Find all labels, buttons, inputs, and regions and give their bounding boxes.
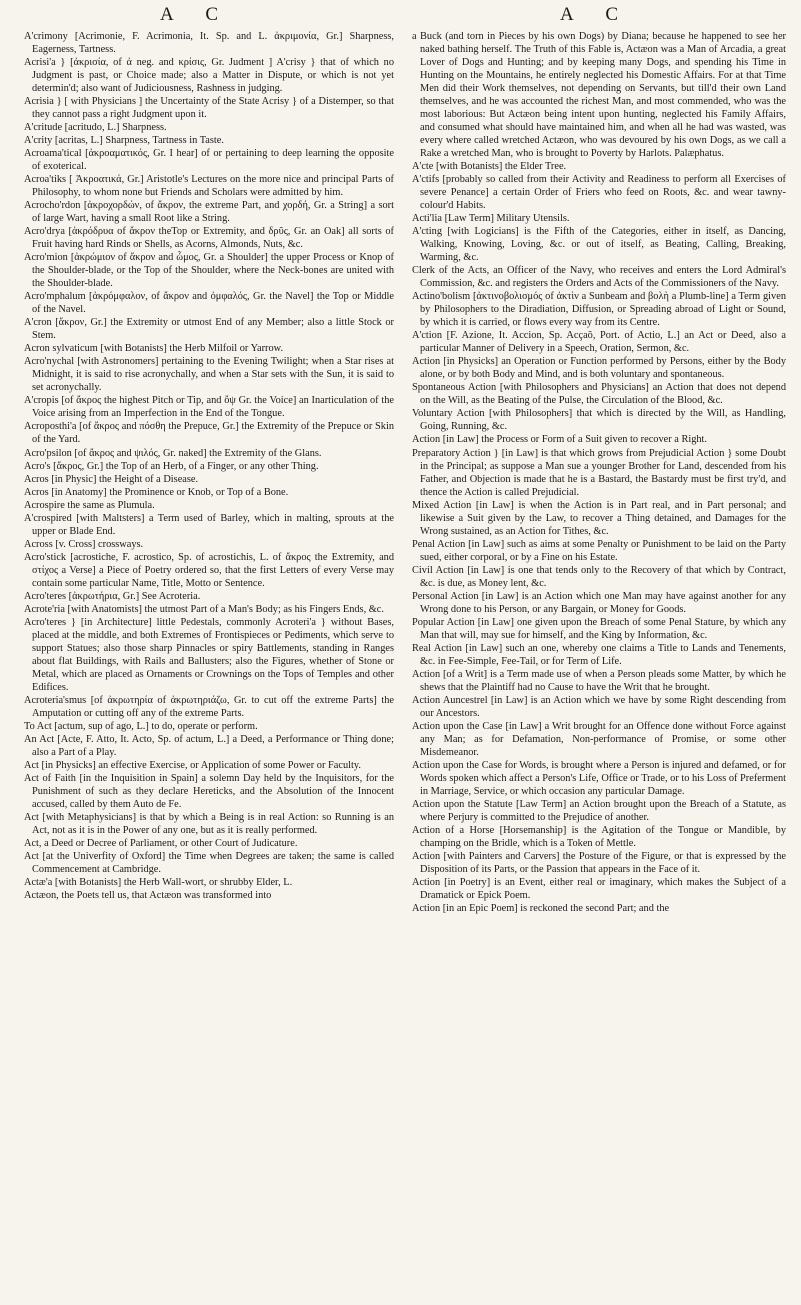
- left-column-entry: Actæon, the Poets tell us, that Actæon was transformed into: [24, 890, 272, 902]
- left-column-entry: An Act [Acte, F. Atto, It. Acto, Sp. of actum, L.] a Deed, a Performance or Thing done; also a Part of a Play.: [24, 733, 394, 758]
- right-column-entry: Action [in Law] the Process or Form of a Suit given to recover a Right.: [412, 434, 708, 446]
- right-column-entry: Voluntary Action [with Philosophers] that which is directed by the Will, as Handling, Going, Running, &c.: [412, 408, 786, 433]
- running-head-right: A C: [560, 4, 633, 25]
- right-column-entry: Preparatory Action } [in Law] is that which grows from Prejudicial Action } some Doubt in the Principal; as suppose a Man sue a younger Brother for Land, descended from his Father, and Objection is made that he is a Bastard, the Bastardy must be first try'd, and thence the Action is called Prejudicial.: [412, 447, 786, 498]
- right-column-entry: Popular Action [in Law] one given upon the Breach of some Penal Stature, by which any Man that will, may sue for himself, and the King by Information, &c.: [412, 616, 786, 641]
- left-column-entry: Across [v. Cross] crossways.: [24, 538, 144, 550]
- right-column-entry: Action of a Horse [Horsemanship] is the Agitation of the Tongue or Mandible, by champing on the Bridle, which is a Token of Mettle.: [412, 824, 786, 849]
- left-column-entry: A'critude [acritudo, L.] Sharpness.: [24, 122, 167, 134]
- right-column-entry: Action upon the Statute [Law Term] an Action brought upon the Breach of a Statute, as where Perjury is committed to the Prejudice of another.: [412, 798, 786, 823]
- left-column-entry: Acro'mphalum [ἀκρόμφαλον, of ἄκρον and ὀμφαλός, Gr. the Navel] the Top or Middle of the Navel.: [24, 291, 394, 316]
- left-column-entry: Act [with Metaphysicians] is that by which a Being is in real Action: so Running is an Act, not as it is in the Power of any one, but as it is really performed.: [24, 811, 394, 836]
- right-column-entry: Action [with Painters and Carvers] the Posture of the Figure, or that is expressed by the Disposition of its Parts, or the Passion that appears in the Face of it.: [412, 850, 786, 875]
- left-column-entry: A'crimony [Acrimonie, F. Acrimonia, It. Sp. and L. ἀκριμονία, Gr.] Sharpness, Eagerness, Tartness.: [24, 31, 394, 56]
- right-column-entry: Action upon the Case [in Law] a Writ brought for an Offence done without Force against any Man; as for Defamation, Non-performance of Promise, or some other Misdemeanor.: [412, 720, 786, 758]
- right-column-entry: Personal Action [in Law] is an Action which one Man may have against another for any Wrong done to his Person, or any Bargain, or Money for Goods.: [412, 590, 786, 615]
- right-column-entry: Action Auncestrel [in Law] is an Action which we have by some Right descending from our Ancestors.: [412, 694, 786, 719]
- right-column-entry: Acti'lia [Law Term] Military Utensils.: [412, 213, 570, 225]
- left-column-entry: Act of Faith [in the Inquisition in Spain] a solemn Day held by the Inquisitors, for the Punishment of such as they declare Hereticks, and the Absolution of the Innocent accused, called by them Auto de Fe.: [24, 772, 394, 810]
- right-column-entry: Action [in Physicks] an Operation or Function performed by Persons, either by the Body alone, or by both Body and Mind, and is both voluntary and spontaneous.: [412, 356, 786, 381]
- left-column-entry: Acroa'tiks [ Ἀκροατικά, Gr.] Aristotle's Lectures on the more nice and principal Parts of Philosophy, to whom none but Friends and Scholars were admitted by him.: [24, 174, 394, 199]
- right-column-entry: Action [of a Writ] is a Term made use of when a Person pleads some Matter, by which he shews that the Plaintiff had no Cause to have the Writ that he brought.: [412, 668, 786, 693]
- left-column-entry: Acrisi'a } [ἀκρισία, of ἀ neg. and κρίσις, Gr. Judment ] A'crisy } that of which no Judgment is past, or Choice made; also a Matter in Dispute, or which is not yet determin'd; also want of Judiciousness, Rashness in judging.: [24, 57, 394, 95]
- right-column-entry: A'cting [with Logicians] is the Fifth of the Categories, either in itself, as Dancing, Walking, Knowing, Loving, &c. or out of itself, as Beating, Calling, Breaking, Warming, &c.: [412, 226, 786, 264]
- left-column-entry: Acroteria'smus [of ἀκρωτηρία of ἀκρωτηριάζω, Gr. to cut off the extreme Parts] the Amputation or cutting off any of the extreme Parts.: [24, 694, 394, 719]
- left-column-entry: Acrisia } [ with Physicians ] the Uncertainty of the State Acrisy } of a Distemper, so that they cannot pass a right Judgment upon it.: [24, 96, 394, 121]
- left-column-entry: Act [at the Univerfity of Oxford] the Time when Degrees are taken; the same is called Commencement at Cambridge.: [24, 850, 394, 875]
- left-column-entry: A'crity [acritas, L.] Sharpness, Tartness in Taste.: [24, 135, 224, 147]
- right-column-entry: a Buck (and torn in Pieces by his own Dogs) by Diana; because he happened to see her naked bathing herself. The Truth of this Fable is, Actæon was a Man of Arcadia, a great Lover of Dogs and Hunting; and by keeping many Dogs, and spending his Time in Hunting on the Mountains, he entirely neglected his Domestic Affairs. For at that Time Men did their Work themselves, not depending on Servants, but till'd their own Land themselves, and he was accounted the richest Man, and most commended, who was the most laborious: But Actæon being intent upon hunting, neglected his Family Affairs, and consumed what should have maintained him, and when all he had was wasted, was every where called wretched Actæon, who was devoured by his own Dogs, as we call a Rake a wretched Man, who is brought to Poverty by Harlots. Palæphatus.: [412, 31, 786, 160]
- left-column-entry: Acroposthi'a [of ἄκρος and πόσθη the Prepuce, Gr.] the Extremity of the Prepuce or Skin of the Yard.: [24, 421, 394, 446]
- right-column-entry: Action [in an Epic Poem] is reckoned the second Part; and the: [412, 903, 670, 915]
- right-column-entry: Civil Action [in Law] is one that tends only to the Recovery of that which by Contract, &c. is due, as Money lent, &c.: [412, 564, 786, 589]
- left-column-entry: Acro'drya [ἀκρόδρυα of ἄκρον theTop or Extremity, and δρῦς, Gr. an Oak] all sorts of Fruit having hard Rinds or Shells, as Acorns, Almonds, Nuts, &c.: [24, 226, 394, 251]
- right-column: [412, 30, 786, 1300]
- left-column-entry: To Act [actum, sup of ago, L.] to do, operate or perform.: [24, 720, 258, 732]
- right-column-entry: Actino'bolism [ἀκτινοβολισμός of ἀκτὶν a Sunbeam and βολὴ a Plumb-line] a Term given by Philosophers to the Diradiation, Diffusion, or Spreading abroad of Light or Sound, by which it is carried, or flows every way from its Centre.: [412, 291, 786, 329]
- left-column-entry: Acrocho'rdon [ἀκροχορδών, of ἄκρον, the extreme Part, and χορδή, Gr. a String] a sort of large Wart, having a small Root like a String.: [24, 200, 394, 225]
- running-head-left: A C: [160, 4, 233, 25]
- right-column-entry: A'ctifs [probably so called from their Activity and Readiness to perform all Exercises of severe Penance] a certain Order of Friers who feed on Roots, &c. and wear tawny-colour'd Habits.: [412, 174, 786, 212]
- right-column-entry: A'cte [with Botanists] the Elder Tree.: [412, 161, 567, 173]
- right-column-entry: Spontaneous Action [with Philosophers and Physicians] an Action that does not depend on the Will, as the Beating of the Pulse, the Circulation of the Blood, &c.: [412, 382, 786, 407]
- left-column-entry: Acro'mion [ἀκρώμιον of ἄκρον and ὦμος, Gr. a Shoulder] the upper Process or Knop of the Shoulder-blade, or the Top of the Shoulder, where the Neck-bones are united with the Shoulder-blade.: [24, 252, 394, 290]
- left-column-entry: Acros [in Anatomy] the Prominence or Knob, or Top of a Bone.: [24, 486, 289, 498]
- left-column-entry: Acro'stick [acrostiche, F. acrostico, Sp. of acrostichis, L. of ἄκρος the Extremity, and στίχος a Verse] a Piece of Poetry ordered so, that the first Letters of every Verse may contain some particular Name, Title, Motto or Sentence.: [24, 551, 394, 589]
- left-column-entry: Actæ'a [with Botanists] the Herb Wall-wort, or shrubby Elder, L.: [24, 877, 293, 889]
- left-column-entry: A'cropis [of ἄκρος the highest Pitch or Tip, and ὄψ Gr. the Voice] an Inarticulation of the Voice arising from an Imperfection in the End of the Tongue.: [24, 395, 394, 420]
- right-column-entry: Penal Action [in Law] such as aims at some Penalty or Punishment to be laid on the Party sued, either corporal, or by a Fine on his Estate.: [412, 538, 786, 563]
- left-column-entry: Acro'nychal [with Astronomers] pertaining to the Evening Twilight; when a Star rises at Midnight, it is said to rise acronychally, and when a Star sets with the Sun, it is said to set acronychally.: [24, 356, 394, 394]
- left-column-entry: A'cron [ἄκρον, Gr.] the Extremity or utmost End of any Member; also a little Stock or Stem.: [24, 317, 394, 342]
- left-column-entry: Acroama'tical [ἀκροαματικός, Gr. I hear] of or pertaining to deep learning the opposite of exoterical.: [24, 148, 394, 173]
- right-column-entry: A'ction [F. Azione, It. Accion, Sp. Acçaõ, Port. of Actio, L.] an Act or Deed, also a particular Manner of Delivery in a Speech, Oration, Sermon, &c.: [412, 330, 786, 355]
- left-column-entry: Acro'psilon [of ἄκρος and ψιλός, Gr. naked] the Extremity of the Glans.: [24, 447, 322, 459]
- left-column-entry: Acro's [ἄκρος, Gr.] the Top of an Herb, of a Finger, or any other Thing.: [24, 460, 319, 472]
- left-column-entry: Act [in Physicks] an effective Exercise, or Application of some Power or Faculty.: [24, 759, 361, 771]
- left-column-entry: Acrote'ria [with Anatomists] the utmost Part of a Man's Body; as his Fingers Ends, &c.: [24, 603, 384, 615]
- right-column-entry: Action [in Poetry] is an Event, either real or imaginary, which makes the Subject of a Dramatick or Epick Poem.: [412, 877, 786, 902]
- left-column-entry: Acrospire the same as Plumula.: [24, 499, 155, 511]
- column-divider: [396, 28, 397, 1298]
- left-column: [24, 30, 394, 1300]
- left-column-entry: A'crospired [with Maltsters] a Term used of Barley, which in malting, sprouts at the upper or Blade End.: [24, 512, 394, 537]
- right-column-entry: Action upon the Case for Words, is brought where a Person is injured and defamed, or for Words spoken which affect a Person's Life, Office or Trade, or to his Loss of Preferment in Marriage, Service, or which occasion any particular Damage.: [412, 759, 786, 797]
- left-column-entry: Acro'teres } [in Architecture] little Pedestals, commonly Acroteri'a } without Bases, placed at the middle, and both Extremes of Frontispieces or Pediments, which serve to support Statues; also those sharp Pinnacles or spiry Battlements, standing in Ranges about flat Buildings, with Rails and Ballusters; also the Figures, whether of Stone or Metal, which are placed as Ornaments or Crownings on the Tops of Temples and other Edifices.: [24, 616, 394, 693]
- right-column-entry: Real Action [in Law] such an one, whereby one claims a Title to Lands and Tenements, &c. in Fee-Simple, Fee-Tail, or for Term of Life.: [412, 642, 786, 667]
- left-column-entry: Acro'teres [ἀκρωτήρια, Gr.] See Acroteria.: [24, 590, 201, 602]
- left-column-entry: Act, a Deed or Decree of Parliament, or other Court of Judicature.: [24, 837, 298, 849]
- left-column-entry: Acros [in Physic] the Height of a Disease.: [24, 473, 199, 485]
- left-column-entry: Acron sylvaticum [with Botanists] the Herb Milfoil or Yarrow.: [24, 343, 284, 355]
- right-column-entry: Clerk of the Acts, an Officer of the Navy, who receives and enters the Lord Admiral's Commission, &c. and registers the Orders and Acts of the Commissioners of the Navy.: [412, 265, 786, 290]
- right-column-entry: Mixed Action [in Law] is when the Action is in Part real, and in Part personal; and likewise a Suit given by the Law, to recover a Thing detained, and Damages for the Wrong sustained, as an Action for Tithes, &c.: [412, 499, 786, 537]
